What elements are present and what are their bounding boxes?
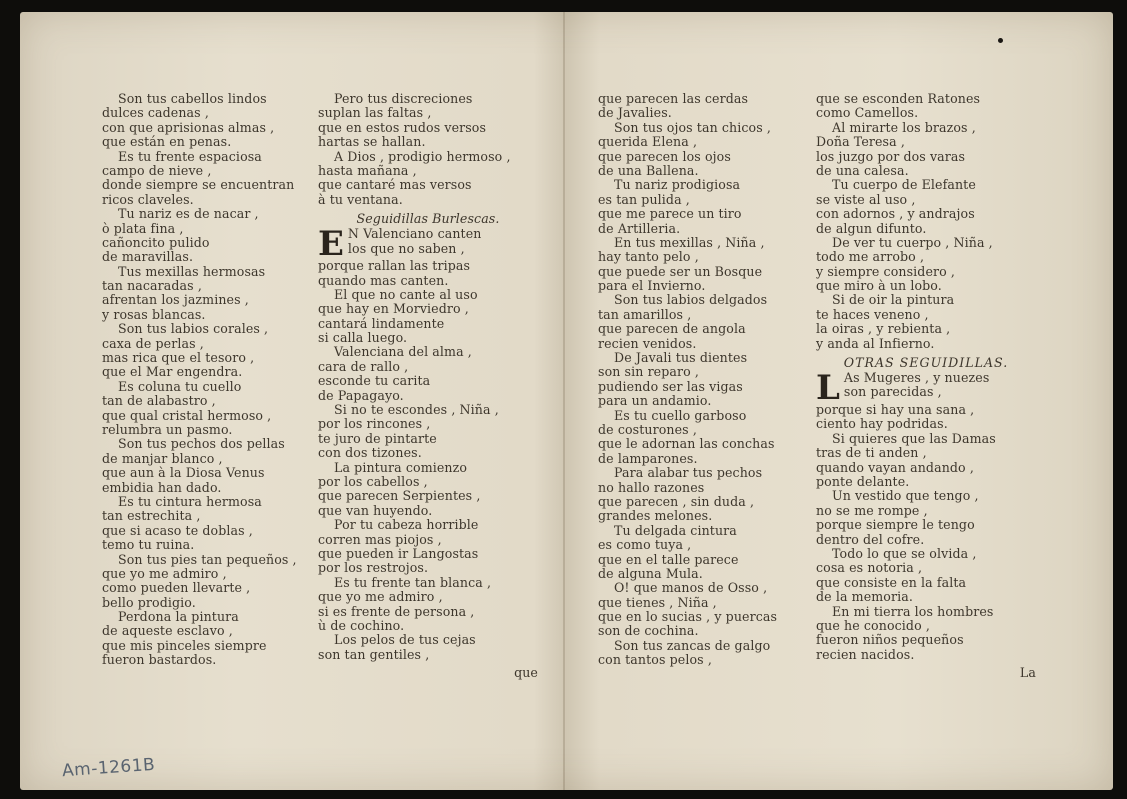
verse-line: Es tu frente espaciosa — [118, 148, 262, 164]
verse-line: O! que manos de Osso , — [614, 580, 768, 596]
verse-line: y rosas blancas. — [102, 306, 206, 322]
verse-line: grandes melones. — [598, 508, 713, 524]
verse-line: que aun à la Diosa Venus — [102, 465, 265, 481]
verse-line: con dos tizones. — [318, 445, 422, 461]
verse-line: La pintura comienzo — [334, 459, 468, 475]
verse-line: En tus mexillas , Niña , — [614, 234, 765, 250]
verse-line: que tienes , Niña , — [598, 594, 717, 610]
verse-line: Un vestido que tengo , — [832, 488, 979, 504]
verse-line: son de cochina. — [598, 623, 699, 639]
verse-line: Perdona la pintura — [118, 609, 239, 625]
column-3 — [598, 92, 818, 668]
verse-line: que en el talle parece — [598, 551, 739, 567]
verse-line: Tus mexillas hermosas — [118, 263, 266, 279]
verse-line: Son tus cabellos lindos — [118, 91, 267, 106]
verse-line: recien nacidos. — [816, 646, 915, 662]
verse-line: de una Ballena. — [598, 162, 699, 178]
verse-line: relumbra un pasmo. — [102, 421, 233, 437]
verse-line: que se esconden Ratones — [816, 91, 981, 106]
verse-line: Al mirarte los brazos , — [832, 119, 976, 135]
verse-line: Valenciana del alma , — [334, 344, 472, 360]
verse-line: El que no cante al uso — [334, 286, 478, 302]
catchword: que — [514, 665, 538, 681]
verse-line: por los cabellos , — [318, 473, 428, 489]
verse-line: querida Elena , — [598, 134, 698, 150]
verse-line: por los restrojos. — [318, 560, 429, 576]
verse-line: con tantos pelos , — [598, 652, 712, 668]
verse-line: porque siempre le tengo — [816, 517, 975, 533]
verse-line: hasta mañana , — [318, 162, 417, 178]
verse-line: Si quieres que las Damas — [832, 430, 996, 446]
verse-line: y siempre considero , — [816, 263, 956, 279]
verse-line: Es coluna tu cuello — [118, 378, 242, 394]
verse-line: embidia han dado. — [102, 479, 222, 495]
verse-line: de algun difunto. — [816, 220, 927, 236]
verse-line: y anda al Infierno. — [816, 335, 935, 351]
verse-line: como pueden llevarte , — [102, 580, 251, 596]
verse-line: de lamparones. — [598, 450, 698, 466]
verse-line: todo me arrobo , — [816, 249, 925, 265]
column-2 — [318, 92, 538, 680]
center-fold — [563, 12, 565, 790]
verse-line: afrentan los jazmines , — [102, 292, 249, 308]
verse-line: Son tus pies tan pequeños , — [118, 551, 297, 567]
verse-line: à tu ventana. — [318, 191, 403, 207]
verse-line: Todo lo que se olvida , — [832, 545, 977, 561]
verse-line: donde siempre se encuentran — [102, 177, 295, 193]
column-4 — [816, 92, 1036, 680]
verse-line: que le adornan las conchas — [598, 436, 775, 452]
verse-line: cañoncito pulido — [102, 234, 210, 250]
verse-line: tan nacaradas , — [102, 278, 202, 294]
verse-line: que parecen de angola — [598, 321, 746, 337]
verse-line: En mi tierra los hombres — [832, 603, 994, 619]
verse-line: que parecen los ojos — [598, 148, 731, 164]
verse-line: que pueden ir Langostas — [318, 545, 479, 561]
catchword: La — [1019, 665, 1036, 681]
verse-line: Tu nariz prodigiosa — [614, 177, 741, 193]
verse-line: los que no saben , — [347, 240, 465, 256]
verse-line: para un andamio. — [598, 393, 712, 409]
verse-line: N Valenciano canten — [347, 227, 482, 242]
verse-line: de una calesa. — [816, 162, 909, 178]
verse-line: con que aprisionas almas , — [102, 119, 275, 135]
verse-line: porque rallan las tripas — [318, 258, 471, 274]
verse-line: de manjar blanco , — [102, 450, 223, 466]
verse-line: que en estos rudos versos — [318, 119, 487, 135]
verse-line: Los pelos de tus cejas — [334, 632, 476, 648]
verse-line: que parecen , sin duda , — [598, 493, 755, 509]
verse-line: si es frente de persona , — [318, 603, 475, 619]
verse-line: no hallo razones — [598, 479, 705, 495]
verse-line: que el Mar engendra. — [102, 364, 243, 380]
section-title: Seguidillas Burlescas. — [356, 211, 500, 227]
verse-line: dentro del cofre. — [816, 531, 925, 547]
verse-line: tan estrechita , — [102, 508, 201, 524]
verse-line: ponte delante. — [816, 473, 910, 489]
ink-spot — [998, 38, 1003, 43]
verse-line: De Javali tus dientes — [614, 350, 748, 366]
verse-line: esconde tu carita — [318, 373, 431, 389]
verse-line: de Javalies. — [598, 105, 672, 121]
verse-line: de Papagayo. — [318, 387, 404, 403]
verse-line: porque si hay una sana , — [816, 402, 975, 418]
verse-line: hay tanto pelo , — [598, 249, 699, 265]
verse-line: por los rincones , — [318, 416, 431, 432]
verse-line: Son tus labios delgados — [614, 292, 768, 308]
verse-line: tan de alabastro , — [102, 393, 216, 409]
verse-line: que cantaré mas versos — [318, 177, 472, 193]
verse-line: es como tuya , — [598, 537, 692, 553]
verse-line: que puede ser un Bosque — [598, 263, 763, 279]
verse-line: que parecen Serpientes , — [318, 488, 481, 504]
verse-line: para el Invierno. — [598, 278, 706, 294]
archive-stamp: Am-1261B — [61, 754, 156, 782]
verse-line: cantará lindamente — [318, 315, 445, 331]
verse-line: pudiendo ser las vigas — [598, 378, 743, 394]
verse-line: caxa de perlas , — [102, 335, 204, 351]
verse-line: son parecidas , — [843, 384, 942, 400]
verse-line: A Dios , prodigio hermoso , — [334, 148, 511, 164]
verse-line: Es tu frente tan blanca , — [334, 574, 492, 590]
verse-line: quando vayan andando , — [816, 459, 974, 475]
verse-line: Tu nariz es de nacar , — [118, 206, 259, 222]
verse-line: recien venidos. — [598, 335, 697, 351]
verse-line: tan amarillos , — [598, 306, 692, 322]
verse-line: de Artilleria. — [598, 220, 681, 236]
verse-line: Es tu cintura hermosa — [118, 493, 262, 509]
verse-line: mas rica que el tesoro , — [102, 350, 255, 366]
verse-line: que qual cristal hermoso , — [102, 407, 272, 423]
verse-line: De ver tu cuerpo , Niña , — [832, 234, 993, 250]
verse-line: quando mas canten. — [318, 272, 449, 288]
verse-line: son tan gentiles , — [318, 646, 430, 662]
verse-line: ò plata fina , — [102, 220, 184, 236]
verse-line: con adornos , y andrajos — [816, 206, 975, 222]
verse-line: Doña Teresa , — [816, 134, 905, 150]
verse-line: corren mas piojos , — [318, 531, 442, 547]
drop-capital: E — [318, 227, 344, 260]
verse-line: se viste al uso , — [816, 191, 916, 207]
printed-sheet — [20, 12, 1113, 790]
section-title: OTRAS SEGUIDILLAS. — [843, 355, 1009, 371]
verse-line: de alguna Mula. — [598, 565, 703, 581]
verse-line: fueron bastardos. — [102, 652, 217, 668]
verse-line: si calla luego. — [318, 330, 408, 346]
verse-line: ù de cochino. — [318, 617, 405, 633]
verse-line: de la memoria. — [816, 589, 913, 605]
verse-line: Tu delgada cintura — [614, 522, 737, 538]
verse-line: los juzgo por dos varas — [816, 148, 966, 164]
verse-line: tras de ti anden , — [816, 445, 927, 461]
verse-line: As Mugeres , y nuezes — [843, 371, 990, 386]
verse-line: hartas se hallan. — [318, 134, 426, 150]
verse-line: cosa es notoria , — [816, 560, 923, 576]
verse-line: de maravillas. — [102, 249, 194, 265]
verse-line: que en lo sucias , y puercas — [598, 609, 778, 625]
verse-line: que si acaso te doblas , — [102, 522, 253, 538]
verse-line: dulces cadenas , — [102, 105, 209, 121]
verse-line: que me parece un tiro — [598, 206, 742, 222]
column-1 — [102, 92, 322, 668]
dropcap-stanza — [816, 371, 1036, 403]
verse-line: que consiste en la falta — [816, 574, 967, 590]
verse-line: Son tus pechos dos pellas — [118, 436, 285, 452]
verse-line: que he conocido , — [816, 617, 930, 633]
verse-line: que parecen las cerdas — [598, 91, 749, 106]
verse-line: que miro à un lobo. — [816, 278, 942, 294]
verse-line: son sin reparo , — [598, 364, 700, 380]
verse-line: Por tu cabeza horrible — [334, 517, 479, 533]
dropcap-stanza — [318, 227, 538, 259]
verse-line: que están en penas. — [102, 134, 232, 150]
verse-line: Si de oir la pintura — [832, 292, 955, 308]
verse-line: Son tus labios corales , — [118, 321, 269, 337]
verse-line: no se me rompe , — [816, 502, 928, 518]
verse-line: que yo me admiro , — [102, 565, 227, 581]
verse-line: la oiras , y rebienta , — [816, 321, 951, 337]
verse-line: temo tu ruina. — [102, 537, 195, 553]
verse-line: ciento hay podridas. — [816, 416, 948, 432]
verse-line: Pero tus discreciones — [334, 91, 473, 106]
verse-line: te haces veneno , — [816, 306, 929, 322]
verse-line: como Camellos. — [816, 105, 919, 121]
verse-line: Tu cuerpo de Elefante — [832, 177, 976, 193]
verse-line: bello prodigio. — [102, 594, 196, 610]
verse-line: Para alabar tus pechos — [614, 465, 763, 481]
verse-line: es tan pulida , — [598, 191, 690, 207]
verse-line: campo de nieve , — [102, 162, 212, 178]
verse-line: que van huyendo. — [318, 502, 433, 518]
verse-line: Si no te escondes , Niña , — [334, 402, 499, 418]
verse-line: ricos claveles. — [102, 191, 194, 207]
verse-line: de costurones , — [598, 421, 697, 437]
verse-line: que mis pinceles siempre — [102, 637, 267, 653]
verse-line: que hay en Morviedro , — [318, 301, 469, 317]
verse-line: te juro de pintarte — [318, 430, 437, 446]
verse-line: que yo me admiro , — [318, 589, 443, 605]
verse-line: Es tu cuello garboso — [614, 407, 747, 423]
verse-line: Son tus zancas de galgo — [614, 637, 771, 653]
verse-line: fueron niños pequeños — [816, 632, 964, 648]
drop-capital: L — [816, 371, 840, 404]
verse-line: Son tus ojos tan chicos , — [614, 119, 771, 135]
verse-line: de aqueste esclavo , — [102, 623, 233, 639]
verse-line: cara de rallo , — [318, 358, 409, 374]
verse-line: suplan las faltas , — [318, 105, 432, 121]
